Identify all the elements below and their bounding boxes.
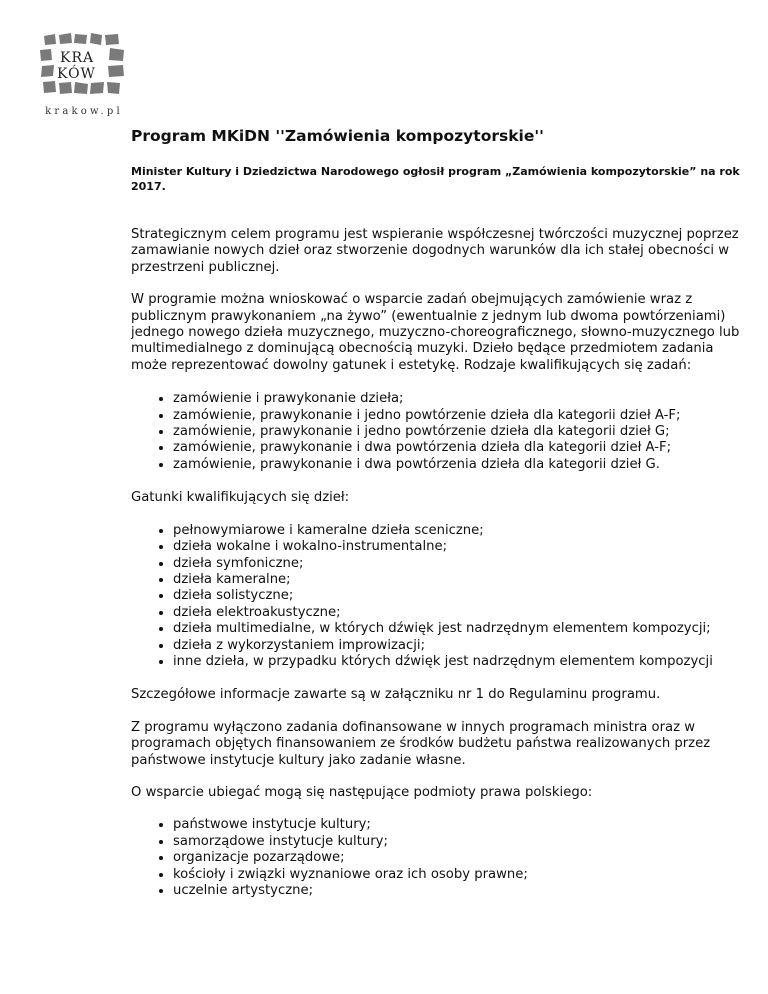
logo-text-line1: KRA (60, 50, 95, 66)
document-lead: Minister Kultury i Dziedzictwa Narodowego ogłosił program „Zamówienia kompozytorskie” na rok 2017. (131, 165, 740, 193)
list-item: • zamówienie, prawykonanie i jedno powtórzenie dzieła dla kategorii dzieł A-F; (173, 408, 741, 424)
paragraph-scope: W programie można wnioskować o wsparcie zadań obejmujących zamówienie wraz z publicznym prawykonaniem „na żywo” (ewentualnie z jednym lub dwoma powtórzeniami) jednego nowego dzieła muzycznego, muzyczno-choreograficznego, słowno-muzycznego lub multimedialnego z dominującą obecnością muzyki. Dzieło będące przedmiotem zadania może reprezentować dowolny gatunek i estetykę. Rodzaje kwalifikujących się zadań: (131, 292, 740, 373)
list-item: • dzieła multimedialne, w których dźwięk jest nadrzędnym elementem kompozycji; (173, 621, 741, 637)
list-item: • dzieła elektroakustyczne; (173, 605, 741, 621)
list-item: • zamówienie, prawykonanie i dwa powtórzenia dzieła dla kategorii dzieł G. (173, 457, 741, 473)
logo-domain: krakow.pl (45, 106, 123, 117)
list-item: • dzieła symfoniczne; (173, 556, 741, 572)
list-item: • uczelnie artystyczne; (173, 883, 741, 899)
list-item: • dzieła solistyczne; (173, 588, 741, 604)
document-body (131, 126, 741, 916)
krakow-logo-mark (38, 30, 130, 106)
list-item: • pełnowymiarowe i kameralne dzieła sceniczne; (173, 523, 741, 539)
document-title: Program MKiDN ''Zamówienia kompozytorskie'' (131, 127, 544, 145)
list-item: • samorządowe instytucje kultury; (173, 834, 741, 850)
krakow-logo (38, 30, 134, 122)
list-item: • kościoły i związki wyznaniowe oraz ich osoby prawne; (173, 867, 741, 883)
list-item: • zamówienie, prawykonanie i jedno powtórzenie dzieła dla kategorii dzieł G; (173, 424, 741, 440)
paragraph-applicants: O wsparcie ubiegać mogą się następujące podmioty prawa polskiego: (131, 784, 593, 800)
paragraph-details: Szczegółowe informacje zawarte są w załączniku nr 1 do Regulaminu programu. (131, 687, 661, 703)
list-item: • dzieła z wykorzystaniem improwizacji; (173, 638, 741, 654)
logo-text-line2: KÓW (57, 66, 96, 82)
list-item: • państwowe instytucje kultury; (173, 817, 741, 833)
list-item: • zamówienie i prawykonanie dzieła; (173, 391, 741, 407)
list-item: • dzieła kameralne; (173, 572, 741, 588)
applicants-list (131, 817, 741, 899)
task-types-list (131, 391, 741, 473)
list-item: • dzieła wokalne i wokalno-instrumentalne; (173, 539, 741, 555)
genres-list (131, 523, 741, 671)
list-item: • zamówienie, prawykonanie i dwa powtórzenia dzieła dla kategorii dzieł A-F; (173, 440, 741, 456)
paragraph-goal: Strategicznym celem programu jest wspieranie współczesnej twórczości muzycznej poprzez zamawianie nowych dzieł oraz stworzenie dogodnych warunków dla ich stałej obecności w przestrzeni publicznej. (131, 227, 739, 275)
paragraph-exclusions: Z programu wyłączono zadania dofinansowane w innych programach ministra oraz w programach objętych finansowaniem ze środków budżetu państwa realizowanych przez państwowe instytucje kultury jako zadanie własne. (131, 719, 711, 768)
list-item: • inne dzieła, w przypadku których dźwięk jest nadrzędnym elementem kompozycji (173, 654, 741, 670)
list-item: • organizacje pozarządowe; (173, 850, 741, 866)
paragraph-genres: Gatunki kwalifikujących się dzieł: (131, 490, 350, 506)
